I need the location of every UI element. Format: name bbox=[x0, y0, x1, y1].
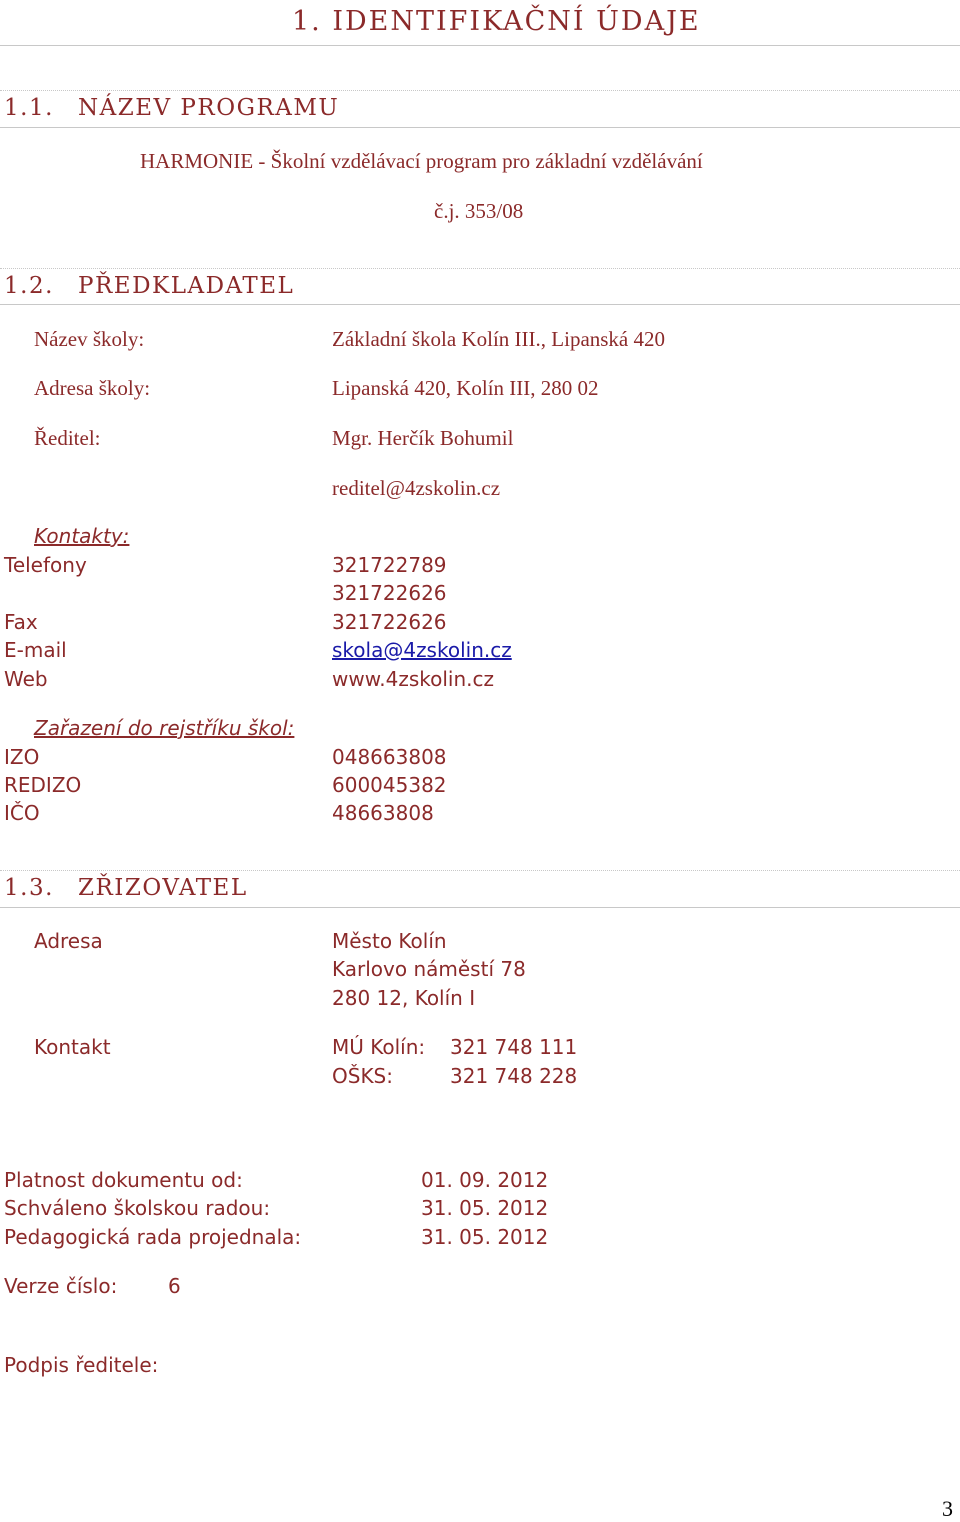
divider bbox=[0, 45, 960, 46]
mu-phone: 321 748 111 bbox=[450, 1035, 578, 1059]
section-heading: ZŘIZOVATEL bbox=[78, 875, 248, 901]
contacts-heading: Kontakty: bbox=[34, 524, 130, 548]
registry-heading: Zařazení do rejstříku škol: bbox=[34, 716, 295, 740]
fax-label: Fax bbox=[4, 610, 38, 634]
reference-number: č.j. 353/08 bbox=[434, 199, 524, 223]
email-label: E-mail bbox=[4, 638, 67, 662]
ico-value: 48663808 bbox=[332, 801, 434, 825]
director-label: Ředitel: bbox=[34, 426, 101, 450]
founder-address-line-1: Město Kolín bbox=[332, 929, 447, 953]
version-number: 6 bbox=[168, 1274, 181, 1298]
ico-label: IČO bbox=[4, 801, 40, 825]
page-number: 3 bbox=[942, 1496, 953, 1521]
section-number: 1.1. bbox=[4, 95, 54, 121]
section-number: 1.2. bbox=[4, 273, 54, 299]
phone-1: 321722789 bbox=[332, 553, 447, 577]
izo-label: IZO bbox=[4, 745, 40, 769]
founder-contact-label: Kontakt bbox=[34, 1035, 111, 1059]
divider bbox=[0, 304, 960, 305]
director-name: Mgr. Herčík Bohumil bbox=[332, 426, 514, 450]
redizo-value: 600045382 bbox=[332, 773, 447, 797]
director-email: reditel@4zskolin.cz bbox=[332, 476, 501, 500]
redizo-label: REDIZO bbox=[4, 773, 82, 797]
divider bbox=[0, 870, 960, 871]
school-name-label: Název školy: bbox=[34, 327, 145, 351]
school-address: Lipanská 420, Kolín III, 280 02 bbox=[332, 376, 599, 400]
section-heading: NÁZEV PROGRAMU bbox=[78, 95, 340, 121]
fax-number: 321722626 bbox=[332, 610, 447, 634]
valid-from-date: 01. 09. 2012 bbox=[421, 1168, 549, 1192]
approved-label: Schváleno školskou radou: bbox=[4, 1196, 271, 1220]
signature-label: Podpis ředitele: bbox=[4, 1353, 159, 1377]
program-name: HARMONIE - Školní vzdělávací program pro základní vzdělávání bbox=[140, 149, 703, 173]
version-label: Verze číslo: bbox=[4, 1274, 118, 1298]
divider bbox=[0, 268, 960, 269]
school-name: Základní škola Kolín III., Lipanská 420 bbox=[332, 327, 666, 351]
phone-2: 321722626 bbox=[332, 581, 447, 605]
approved-date: 31. 05. 2012 bbox=[421, 1196, 549, 1220]
founder-address-label: Adresa bbox=[34, 929, 103, 953]
web-label: Web bbox=[4, 667, 48, 691]
divider bbox=[0, 90, 960, 91]
valid-from-label: Platnost dokumentu od: bbox=[4, 1168, 243, 1192]
mu-label: MÚ Kolín: bbox=[332, 1035, 426, 1059]
osks-label: OŠKS: bbox=[332, 1064, 393, 1088]
phones-label: Telefony bbox=[4, 553, 87, 577]
founder-address-line-2: Karlovo náměstí 78 bbox=[332, 957, 526, 981]
divider bbox=[0, 907, 960, 908]
email-link[interactable]: skola@4zskolin.cz bbox=[332, 638, 512, 662]
web-address: www.4zskolin.cz bbox=[332, 667, 494, 691]
izo-value: 048663808 bbox=[332, 745, 447, 769]
page-title: 1. IDENTIFIKAČNÍ ÚDAJE bbox=[292, 6, 701, 37]
section-heading: PŘEDKLADATEL bbox=[78, 273, 295, 299]
address-label: Adresa školy: bbox=[34, 376, 151, 400]
section-number: 1.3. bbox=[4, 875, 54, 901]
founder-address-line-3: 280 12, Kolín I bbox=[332, 986, 476, 1010]
divider bbox=[0, 127, 960, 128]
osks-phone: 321 748 228 bbox=[450, 1064, 578, 1088]
discussed-label: Pedagogická rada projednala: bbox=[4, 1225, 302, 1249]
discussed-date: 31. 05. 2012 bbox=[421, 1225, 549, 1249]
